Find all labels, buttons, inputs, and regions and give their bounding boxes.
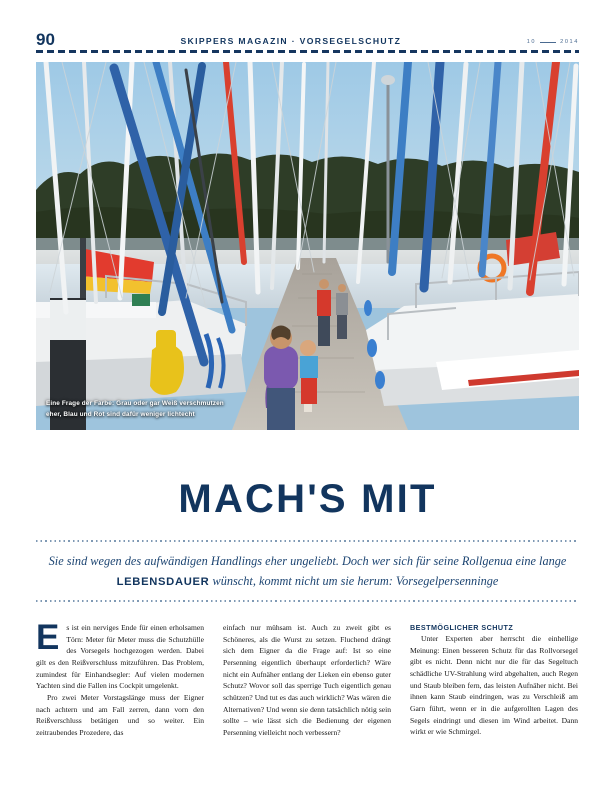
body-col1-para1 [36,622,204,692]
photo-caption: Eine Frage der Farbe: Grau oder gar Weiß verschmutzen eher, Blau und Rot sind dafür weniger lichtecht [46,399,224,418]
article-headline: MACH'S MIT [178,477,437,521]
body-column-3 [410,622,578,787]
body-col3-para1: Unter Experten aber herrscht die einhellige Meinung: Einen besseren Schutz für das Rollvorsegel gibt es nicht. Denn nicht nur die für das Segeltuch schädliche UV-Strahlung wird abgehalten, auch Regen und Staub bleiben fern, das leisten Aufnäher nicht. Bei ihnen kann Staub eindringen, was zu Verschleiß am Garn führt, wenn er in die aufgerollten Lagen des Segels eindringt und diesen im Wind arbeitet. Dann wirkt er wie Schmirgel. [410,634,578,737]
deck-bottom-rule [36,600,579,602]
body-column-2 [223,622,391,787]
running-head-title: SKIPPERS MAGAZIN · VORSEGELSCHUTZ [180,36,402,46]
deck-emphasis: LEBENSDAUER [116,575,210,588]
issue-marker [527,39,579,48]
body-column-1 [36,622,204,787]
body-col1-para1-text: s ist ein nerviges Ende für einen erholsamen Törn: Meter für Meter muss die Schutzhülle des Vorsegels hochgezogen werden. Dabei gilt es den Reißverschluss mitzuführen. Das Problem, zumindest für Einhandsegler: Auf vielen modernen Yachten sind die Fallen ins Cockpit umgelenkt. [36,623,204,691]
deck-top-rule [36,540,579,542]
running-head [36,22,579,48]
marina-photo-illustration [36,62,579,430]
deck-text-part1: Sie sind wegen des aufwändigen Handlings eher ungeliebt. Doch wer sich für seine Rollgenua eine lange [48,554,567,568]
article-deck [48,552,567,592]
body-col2-para1: einfach nur mühsam ist. Auch zu zweit gibt es Schöneres, als die Wurst zu setzen. Fluchend drängt sich dem Eigner da die Frage auf: Ist so eine Persenning eigentlich überhaupt erforderlich? Wäre nicht ein Aufnäher entlang der Lieken ein ebenso guter Schutz? Wovor soll das sperrige Tuch eigentlich genau schützen? Und tut es das auch wirklich? Was wären die Alternativen? Und wenn sie denn tatsächlich nötig sein sollte – wie lässt sich die Bedienung der eigenen Persenning vielleicht noch verbessern? [223,623,391,737]
drop-cap: E [36,622,60,657]
deck-text-part2: wünscht, kommt nicht um sie herum: Vorsegelpersenninge [209,573,499,588]
body-subhead: BESTMÖGLICHER SCHUTZ [410,623,514,632]
issue-year: 2014 [560,39,579,45]
page-number: 90 [36,30,55,49]
marina-photo [36,62,579,430]
body-col1-para2: Pro zwei Meter Vorstagslänge muss der Eigner nach achtern und am Fall zerren, dann vorn den Reißverschluss betätigen und so weiter. Ein zeitraubendes Prozedere, das [36,692,204,737]
issue-divider-rule [540,42,556,43]
header-dashed-rule [36,50,579,53]
issue-number: 10 [526,39,537,45]
article-body [36,622,579,787]
